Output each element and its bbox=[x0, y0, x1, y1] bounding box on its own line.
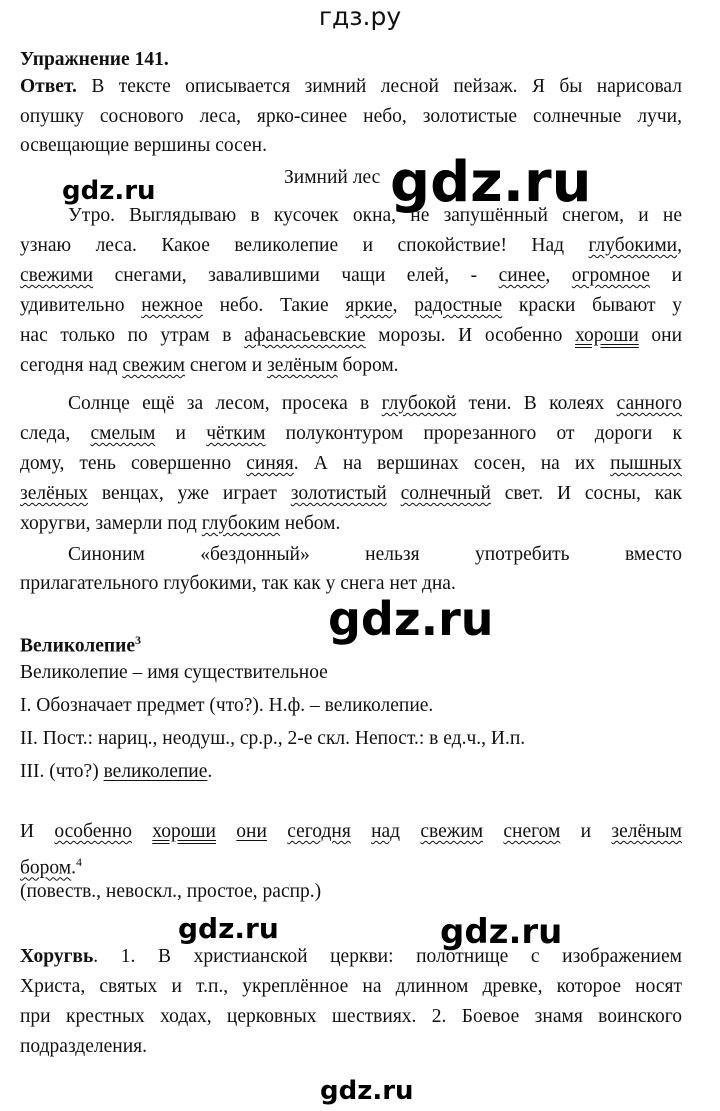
word-analysis-line: III. (что?) великолепие. bbox=[20, 761, 213, 782]
text-line: удивительно нежное небо. Такие яркие, радостные краски бывают у bbox=[20, 295, 683, 316]
watermark: gdz.ru bbox=[178, 912, 279, 945]
text-line: сегодня над свежим снегом и зелёным бором. bbox=[20, 355, 399, 376]
watermark: gdz.ru bbox=[320, 1076, 414, 1106]
definition-line: Христа, святых и т.п., укреплённое на длинном древке, которое носят bbox=[20, 976, 682, 997]
answer-line: опушку соснового леса, ярко-синее небо, золотистые солнечные лучи, bbox=[20, 106, 682, 127]
text-line: хоругви, замерли под глубоким небом. bbox=[20, 513, 341, 534]
sentence-line: И особенно хороши они сегодня над свежим снегом и зелёным bbox=[20, 821, 682, 842]
definition-line: подразделения. bbox=[20, 1036, 147, 1057]
watermark: gdz.ru bbox=[440, 912, 563, 952]
text-line: узнаю леса. Какое великолепие и спокойствие! Над глубокими, bbox=[20, 235, 682, 256]
definition-line: Хоругвь. 1. В христианской церкви: полотнище с изображением bbox=[20, 946, 682, 967]
answer-line: Ответ. В тексте описывается зимний лесной пейзаж. Я бы нарисовал bbox=[20, 76, 682, 97]
text-title: Зимний лес bbox=[284, 167, 381, 188]
sentence-characteristics: (повеств., невоскл., простое, распр.) bbox=[20, 881, 322, 902]
sentence-line: бором.$^4$ bbox=[20, 855, 83, 879]
word-analysis-line: Великолепие – имя существительное bbox=[20, 662, 328, 683]
word-title: Великолепие$^3$ bbox=[20, 633, 142, 657]
word-analysis-line: II. Пост.: нариц., неодуш., ср.р., 2-е скл. Непост.: в ед.ч., И.п. bbox=[20, 728, 526, 749]
text-line: нас только по утрам в афанасьевские морозы. И особенно хороши они bbox=[20, 325, 683, 346]
exercise-title: Упражнение 141. bbox=[20, 49, 169, 70]
synonym-line: Синоним «бездонный» нельзя употребить вместо bbox=[68, 544, 682, 565]
site-header: гдз.ру bbox=[318, 2, 402, 31]
text-line: Утро. Выглядываю в кусочек окна, не запушённый снегом, и не bbox=[68, 205, 682, 226]
text-line: следа, смелым и чётким полуконтуром прорезанного от дороги к bbox=[20, 423, 683, 444]
watermark: gdz.ru bbox=[62, 176, 156, 206]
watermark: gdz.ru bbox=[328, 592, 494, 646]
text-line: свежими снегами, завалившими чащи елей, - синее, огромное и bbox=[20, 265, 683, 286]
watermark: gdz.ru bbox=[390, 150, 592, 215]
definition-line: при крестных ходах, церковных шествиях. 2. Боевое знамя воинского bbox=[20, 1006, 682, 1027]
answer-line: освещающие вершины сосен. bbox=[20, 135, 267, 156]
text-line: дому, тень совершенно синяя. А на вершинах сосен, на их пышных bbox=[20, 453, 682, 474]
synonym-line: прилагательного глубокими, так как у снега нет дна. bbox=[20, 573, 456, 594]
text-line: Солнце ещё за лесом, просека в глубокой тени. В колеях санного bbox=[68, 393, 682, 414]
word-analysis-line: I. Обозначает предмет (что?). Н.ф. – великолепие. bbox=[20, 695, 434, 716]
text-line: зелёных венцах, уже играет золотистый солнечный свет. И сосны, как bbox=[20, 483, 683, 504]
